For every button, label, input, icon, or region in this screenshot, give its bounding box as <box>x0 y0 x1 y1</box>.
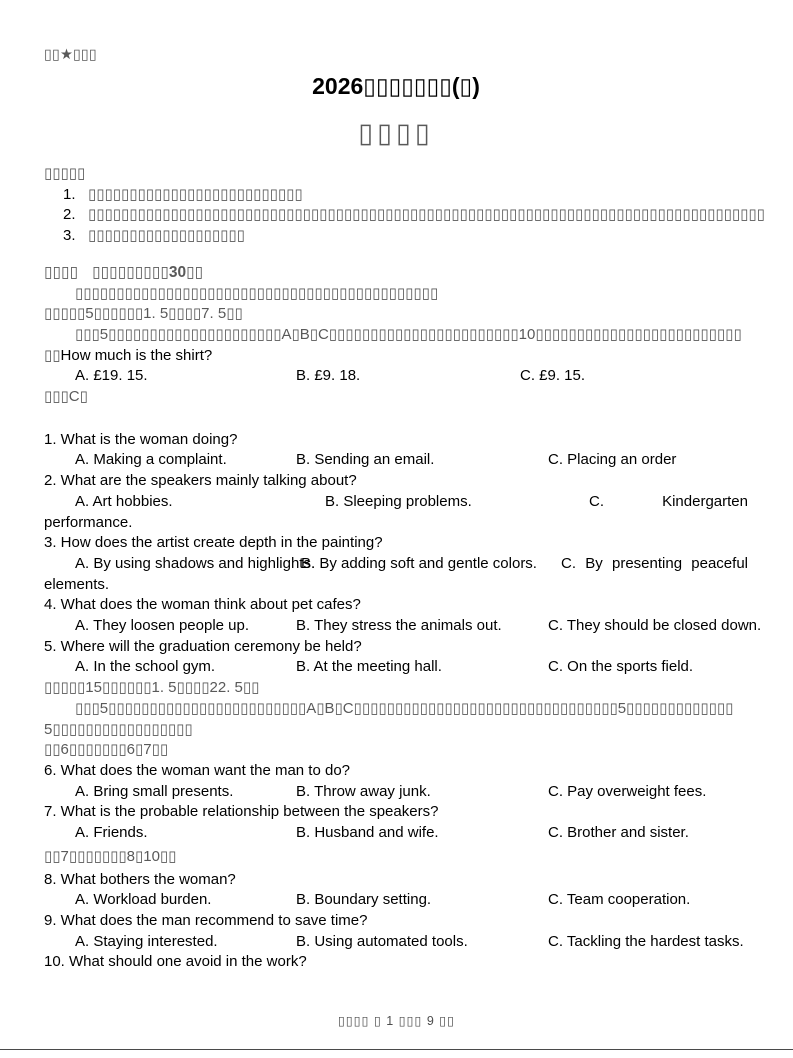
example-answer: ▯▯▯C▯ <box>44 388 88 406</box>
notes-heading: ▯▯▯▯▯ <box>44 165 86 182</box>
example-question-line <box>44 346 748 367</box>
option-8b: B. Boundary setting. <box>296 891 432 909</box>
part1-heading-left: ▯▯▯▯ <box>44 263 79 281</box>
option-1b: B. Sending an email. <box>296 451 435 469</box>
exam-subtitle: ▯▯▯▯ <box>358 118 434 148</box>
options-row-5 <box>44 657 748 678</box>
example-option-a: A. £19. 15. <box>75 367 148 385</box>
options-row-8 <box>44 890 748 911</box>
option-9a: A. Staying interested. <box>75 932 218 950</box>
option-2c-word-1: Kindergarten <box>662 492 748 510</box>
option-1c: C. Placing an order <box>548 451 677 469</box>
page-footer: ▯▯▯▯ ▯ 1 ▯▯▯ 9 ▯▯ <box>337 1014 456 1028</box>
option-6b: B. Throw away junk. <box>296 782 431 800</box>
option-3c <box>561 554 748 575</box>
option-6c: C. Pay overweight fees. <box>548 782 707 800</box>
options-row-7 <box>44 823 748 844</box>
part1-intro: ▯▯▯▯▯▯▯▯▯▯▯▯▯▯▯▯▯▯▯▯▯▯▯▯▯▯▯▯▯▯▯▯▯▯▯▯▯▯▯▯▯▯▯▯ <box>75 284 439 302</box>
option-5c: C. On the sports field. <box>548 658 694 676</box>
note-number-1: 1. <box>63 185 76 203</box>
option-3c-overflow: elements. <box>44 575 110 593</box>
example-option-b: B. £9. 18. <box>296 367 361 385</box>
question-5: 5. Where will the graduation ceremony be held? <box>44 637 362 655</box>
part1-heading <box>44 263 748 284</box>
option-1a: A. Making a complaint. <box>75 451 227 469</box>
option-4c: C. They should be closed down. <box>548 617 762 635</box>
option-3c-label: C. <box>561 554 576 572</box>
option-4a: A. They loosen people up. <box>75 617 250 635</box>
note-text-2: ▯▯▯▯▯▯▯▯▯▯▯▯▯▯▯▯▯▯▯▯▯▯▯▯▯▯▯▯▯▯▯▯▯▯▯▯▯▯▯▯▯▯▯▯▯▯▯▯▯▯▯▯▯▯▯▯▯▯▯▯▯▯▯▯▯▯▯▯▯▯▯▯▯▯▯▯▯▯▯▯▯▯ <box>88 206 765 224</box>
option-7a: A. Friends. <box>75 824 148 842</box>
question-10: 10. What should one avoid in the work? <box>44 953 307 971</box>
options-row-9 <box>44 932 748 953</box>
note-number-2: 2. <box>63 206 76 224</box>
example-option-c: C. £9. 15. <box>520 367 586 385</box>
question-3: 3. How does the artist create depth in the painting? <box>44 534 383 552</box>
option-8a: A. Workload burden. <box>75 891 212 909</box>
exam-title: 2026▯▯▯▯▯▯▯(▯) <box>312 73 480 99</box>
option-7b: B. Husband and wife. <box>296 824 439 842</box>
section2-heading: ▯▯▯▯▯15▯▯▯▯▯▯1. 5▯▯▯▯22. 5▯▯ <box>44 679 260 697</box>
options-row-2 <box>44 492 748 513</box>
option-3c-word-2: presenting <box>611 554 683 572</box>
option-2b: B. Sleeping problems. <box>325 492 472 510</box>
material-6-heading: ▯▯6▯▯▯▯▯▯▯6▯7▯▯ <box>44 741 169 759</box>
option-2c-label: C. <box>589 492 604 510</box>
section1-heading: ▯▯▯▯▯5▯▯▯▯▯▯1. 5▯▯▯▯7. 5▯▯ <box>44 305 243 323</box>
question-9: 9. What does the man recommend to save time? <box>44 911 368 929</box>
example-options-row <box>44 366 748 387</box>
option-8c: C. Team cooperation. <box>548 891 691 909</box>
option-3c-word-3: peaceful <box>691 554 748 572</box>
question-2: 2. What are the speakers mainly talking about? <box>44 472 357 490</box>
example-prefix: ▯▯ <box>44 346 61 364</box>
option-2a: A. Art hobbies. <box>75 492 173 510</box>
option-3c-word-1: By <box>585 554 603 572</box>
question-7: 7. What is the probable relationship between the speakers? <box>44 803 439 821</box>
note-text-3: ▯▯▯▯▯▯▯▯▯▯▯▯▯▯▯▯▯▯▯ <box>88 227 245 245</box>
section2-instructions-line2: 5▯▯▯▯▯▯▯▯▯▯▯▯▯▯▯▯▯ <box>44 720 193 738</box>
option-9b: B. Using automated tools. <box>296 932 468 950</box>
note-item-2 <box>44 205 765 226</box>
part1-heading-right: ▯▯▯▯▯▯▯▯▯30▯▯ <box>92 263 204 281</box>
options-row-3 <box>44 554 748 575</box>
note-text-1: ▯▯▯▯▯▯▯▯▯▯▯▯▯▯▯▯▯▯▯▯▯▯▯▯▯▯ <box>88 185 303 203</box>
note-item-3 <box>44 226 748 247</box>
option-4b: B. They stress the animals out. <box>296 617 502 635</box>
page-bottom-edge <box>0 1049 793 1050</box>
question-8: 8. What bothers the woman? <box>44 870 236 888</box>
option-5a: A. In the school gym. <box>75 658 216 676</box>
options-row-4 <box>44 616 762 637</box>
option-2c-overflow: performance. <box>44 513 133 531</box>
option-5b: B. At the meeting hall. <box>296 658 442 676</box>
question-6: 6. What does the woman want the man to do? <box>44 761 351 779</box>
options-row-6 <box>44 782 748 803</box>
section2-instructions-line1: ▯▯▯5▯▯▯▯▯▯▯▯▯▯▯▯▯▯▯▯▯▯▯▯▯▯▯▯A▯B▯C▯▯▯▯▯▯▯▯▯▯▯▯▯▯▯▯▯▯▯▯▯▯▯▯▯▯▯▯▯▯▯▯5▯▯▯▯▯▯▯▯▯▯▯▯▯ <box>75 699 734 717</box>
note-number-3: 3. <box>63 227 76 245</box>
section1-instructions: ▯▯▯5▯▯▯▯▯▯▯▯▯▯▯▯▯▯▯▯▯▯▯▯▯A▯B▯C▯▯▯▯▯▯▯▯▯▯▯▯▯▯▯▯▯▯▯▯▯▯▯10▯▯▯▯▯▯▯▯▯▯▯▯▯▯▯▯▯▯▯▯▯▯▯▯▯ <box>75 325 742 343</box>
option-3a: A. By using shadows and highlights. <box>75 554 316 572</box>
question-4: 4. What does the woman think about pet cafes? <box>44 596 361 614</box>
secret-marker: ▯▯★▯▯▯ <box>44 47 97 63</box>
material-7-heading: ▯▯7▯▯▯▯▯▯▯8▯10▯▯ <box>44 847 177 865</box>
option-7c: C. Brother and sister. <box>548 824 689 842</box>
option-6a: A. Bring small presents. <box>75 782 234 800</box>
option-3b: B. By adding soft and gentle colors. <box>301 554 537 572</box>
example-question: How much is the shirt? <box>60 346 213 364</box>
options-row-1 <box>44 450 748 471</box>
note-item-1 <box>44 185 748 206</box>
option-9c: C. Tackling the hardest tasks. <box>548 932 744 950</box>
question-1: 1. What is the woman doing? <box>44 430 238 448</box>
option-2c <box>589 492 748 513</box>
